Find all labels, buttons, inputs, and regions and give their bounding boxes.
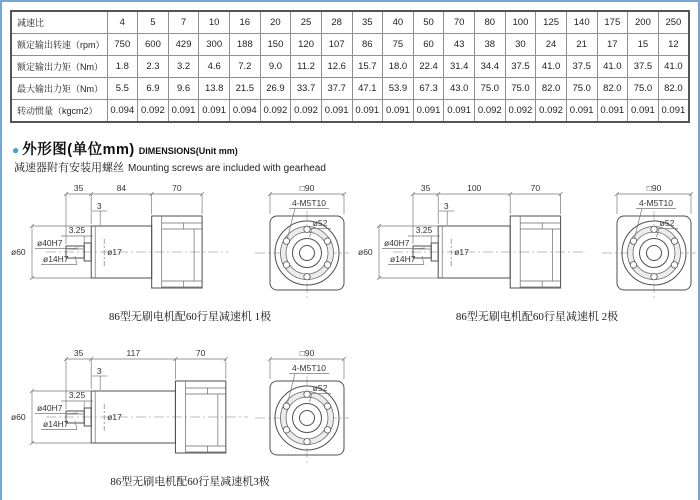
- table-cell: 0.092: [260, 100, 291, 123]
- dim-front-length: 35: [73, 183, 84, 193]
- front-view-drawing: [599, 182, 699, 306]
- table-cell: 37.5: [505, 56, 536, 78]
- table-cell: 43: [444, 34, 475, 56]
- table-cell: 200: [628, 11, 659, 34]
- dim-bolt-circle-dia: ø52: [312, 383, 328, 393]
- subtitle-cn: 减速器附有安装用螺丝: [14, 162, 124, 174]
- motor-body: [175, 381, 225, 453]
- screw-hole: [324, 427, 330, 433]
- table-cell: 75.0: [475, 78, 506, 100]
- table-cell: 0.091: [383, 100, 414, 123]
- screw-hole: [324, 238, 330, 244]
- table-cell: 9.6: [168, 78, 199, 100]
- front-view-drawing: [252, 182, 352, 306]
- table-cell: 86: [352, 34, 383, 56]
- table-row-label: 额定输出转速（rpm）: [11, 34, 107, 56]
- table-cell: 0.092: [505, 100, 536, 123]
- table-row-label: 转动惯量（kgcm2）: [11, 100, 107, 123]
- dim-motor-length: 70: [195, 348, 206, 358]
- table-cell: 0.091: [444, 100, 475, 123]
- table-cell: 17: [597, 34, 628, 56]
- dim-front-length: 35: [420, 183, 431, 193]
- table-cell: 0.092: [536, 100, 567, 123]
- screw-hole: [651, 274, 657, 280]
- drawing-caption: 86型无刷电机配60行星减速机 1极: [108, 311, 272, 323]
- dim-motor-length: 70: [530, 183, 541, 193]
- table-cell: 21.5: [230, 78, 261, 100]
- dim-hub-length: 3.25: [415, 225, 433, 235]
- table-cell: 120: [291, 34, 322, 56]
- screw-hole: [283, 262, 289, 268]
- table-cell: 3.2: [168, 56, 199, 78]
- screw-hole: [630, 238, 636, 244]
- drawing-1-stage: [10, 182, 352, 323]
- table-cell: 5: [138, 11, 169, 34]
- dim-pilot-diameter: ø17: [107, 412, 122, 422]
- table-cell: 15.7: [352, 56, 383, 78]
- dim-pilot-diameter: ø17: [454, 247, 469, 257]
- table-cell: 70: [444, 11, 475, 34]
- dim-bore-outer: ø40H7: [37, 403, 63, 413]
- dim-body-diameter: ø60: [358, 247, 373, 257]
- table-cell: 37.5: [566, 56, 597, 78]
- table-cell: 600: [138, 34, 169, 56]
- table-cell: 0.091: [566, 100, 597, 123]
- table-cell: 18.0: [383, 56, 414, 78]
- table-cell: 0.091: [352, 100, 383, 123]
- table-cell: 107: [321, 34, 352, 56]
- drawing-2-stage: [357, 182, 699, 323]
- table-cell: 82.0: [597, 78, 628, 100]
- screw-hole: [630, 262, 636, 268]
- table-row: [11, 78, 689, 100]
- screw-hole: [283, 427, 289, 433]
- table-cell: 47.1: [352, 78, 383, 100]
- table-cell: 26.9: [260, 78, 291, 100]
- bullet-icon: ●: [12, 143, 20, 157]
- dim-motor-length: 70: [172, 183, 182, 193]
- dim-bolt-circle-dia: ø52: [312, 218, 328, 228]
- table-cell: 37.5: [628, 56, 659, 78]
- table-cell: 0.091: [199, 100, 230, 123]
- table-row-label: 额定输出力矩（Nm）: [11, 56, 107, 78]
- table-cell: 0.092: [475, 100, 506, 123]
- table-cell: 6.9: [138, 78, 169, 100]
- table-cell: 175: [597, 11, 628, 34]
- table-cell: 41.0: [536, 56, 567, 78]
- dim-flange-square: □90: [299, 348, 315, 358]
- table-cell: 2.3: [138, 56, 169, 78]
- screw-hole: [324, 262, 330, 268]
- table-cell: 60: [413, 34, 444, 56]
- drawing-caption: 86型无刷电机配60行星减速机 2极: [455, 311, 619, 323]
- screw-hole: [324, 403, 330, 409]
- table-cell: 0.092: [138, 100, 169, 123]
- dim-pilot-diameter: ø17: [107, 247, 122, 257]
- table-cell: 13.8: [199, 78, 230, 100]
- table-cell: 5.5: [107, 78, 138, 100]
- side-view-drawing: [357, 182, 597, 306]
- table-cell: 7.2: [230, 56, 261, 78]
- section-title-en: DIMENSIONS(Unit mm): [138, 146, 238, 156]
- table-cell: 35: [352, 11, 383, 34]
- table-cell: 22.4: [413, 56, 444, 78]
- dim-hub-length: 3.25: [68, 225, 86, 235]
- table-cell: 82.0: [536, 78, 567, 100]
- dim-bolt-circle-dia: ø52: [659, 218, 675, 228]
- dim-screws: 4-M5T10: [638, 198, 674, 208]
- table-cell: 0.094: [230, 100, 261, 123]
- dim-bore-inner: ø14H7: [390, 254, 416, 264]
- table-cell: 43.0: [444, 78, 475, 100]
- dim-hub-length: 3.25: [68, 390, 86, 400]
- table-cell: 140: [566, 11, 597, 34]
- table-row: [11, 11, 689, 34]
- specification-table: [10, 10, 690, 123]
- side-view-drawing: [10, 182, 250, 306]
- table-cell: 0.091: [321, 100, 352, 123]
- dim-gearbox-length: 84: [116, 183, 127, 193]
- table-cell: 188: [230, 34, 261, 56]
- table-cell: 15: [628, 34, 659, 56]
- table-cell: 1.8: [107, 56, 138, 78]
- dim-gearbox-length: 100: [467, 183, 482, 193]
- table-cell: 40: [383, 11, 414, 34]
- table-cell: 100: [505, 11, 536, 34]
- section-title-cn: 外形图(单位mm): [22, 142, 135, 158]
- table-cell: 80: [475, 11, 506, 34]
- screw-hole: [651, 226, 657, 232]
- table-cell: 53.9: [383, 78, 414, 100]
- table-cell: 4: [107, 11, 138, 34]
- screw-hole: [304, 274, 310, 280]
- dim-plate-thickness: 3: [96, 366, 102, 376]
- table-cell: 38: [475, 34, 506, 56]
- screw-hole: [671, 238, 677, 244]
- motor-body: [510, 216, 560, 288]
- table-cell: 0.091: [413, 100, 444, 123]
- screw-hole: [283, 238, 289, 244]
- table-cell: 75.0: [566, 78, 597, 100]
- table-cell: 429: [168, 34, 199, 56]
- dim-bore-outer: ø40H7: [37, 238, 63, 248]
- table-cell: 24: [536, 34, 567, 56]
- table-cell: 0.091: [168, 100, 199, 123]
- table-cell: 28: [321, 11, 352, 34]
- table-cell: 150: [260, 34, 291, 56]
- dimensions-section-header: [12, 138, 238, 159]
- table-cell: 31.4: [444, 56, 475, 78]
- table-row-label: 减速比: [11, 11, 107, 34]
- table-cell: 67.3: [413, 78, 444, 100]
- table-cell: 16: [230, 11, 261, 34]
- table-cell: 9.0: [260, 56, 291, 78]
- dim-bore-inner: ø14H7: [43, 254, 69, 264]
- dim-front-length: 35: [73, 348, 84, 358]
- spec-table: [10, 10, 690, 123]
- table-cell: 300: [199, 34, 230, 56]
- dimensions-section-subtitle: [14, 159, 326, 175]
- screw-hole: [283, 403, 289, 409]
- table-cell: 11.2: [291, 56, 322, 78]
- side-view-drawing: [10, 347, 250, 471]
- table-cell: 41.0: [658, 56, 689, 78]
- dim-flange-square: □90: [646, 183, 662, 193]
- drawing-caption: 86型无刷电机配60行星减速机3极: [110, 476, 270, 488]
- screw-hole: [304, 439, 310, 445]
- dim-gearbox-length: 117: [126, 348, 141, 358]
- table-cell: 21: [566, 34, 597, 56]
- screw-hole: [304, 226, 310, 232]
- table-cell: 0.091: [628, 100, 659, 123]
- table-cell: 7: [168, 11, 199, 34]
- dim-flange-square: □90: [299, 183, 315, 193]
- table-cell: 0.091: [658, 100, 689, 123]
- table-cell: 750: [107, 34, 138, 56]
- table-cell: 125: [536, 11, 567, 34]
- table-cell: 50: [413, 11, 444, 34]
- dim-body-diameter: ø60: [11, 412, 26, 422]
- table-row: [11, 34, 689, 56]
- table-cell: 34.4: [475, 56, 506, 78]
- table-cell: 25: [291, 11, 322, 34]
- dim-plate-thickness: 3: [96, 201, 102, 211]
- table-cell: 82.0: [658, 78, 689, 100]
- table-cell: 30: [505, 34, 536, 56]
- table-row: [11, 56, 689, 78]
- table-cell: 12: [658, 34, 689, 56]
- subtitle-en: Mounting screws are included with gearhead: [128, 163, 326, 174]
- table-cell: 20: [260, 11, 291, 34]
- screw-hole: [671, 262, 677, 268]
- table-cell: 0.094: [107, 100, 138, 123]
- table-cell: 33.7: [291, 78, 322, 100]
- table-cell: 75: [383, 34, 414, 56]
- table-cell: 75.0: [505, 78, 536, 100]
- table-cell: 12.6: [321, 56, 352, 78]
- dim-body-diameter: ø60: [11, 247, 26, 257]
- table-cell: 37.7: [321, 78, 352, 100]
- table-cell: 10: [199, 11, 230, 34]
- table-row: [11, 100, 689, 123]
- dim-plate-thickness: 3: [443, 201, 449, 211]
- front-view-drawing: [252, 347, 352, 471]
- table-cell: 4.6: [199, 56, 230, 78]
- table-cell: 250: [658, 11, 689, 34]
- drawing-3-stage: [10, 347, 352, 488]
- table-cell: 0.091: [597, 100, 628, 123]
- dim-bore-outer: ø40H7: [384, 238, 410, 248]
- dim-screws: 4-M5T10: [291, 363, 327, 373]
- table-cell: 0.092: [291, 100, 322, 123]
- table-cell: 41.0: [597, 56, 628, 78]
- table-row-label: 最大输出力矩（Nm）: [11, 78, 107, 100]
- dim-bore-inner: ø14H7: [43, 419, 69, 429]
- table-cell: 75.0: [628, 78, 659, 100]
- screw-hole: [304, 391, 310, 397]
- dim-screws: 4-M5T10: [291, 198, 327, 208]
